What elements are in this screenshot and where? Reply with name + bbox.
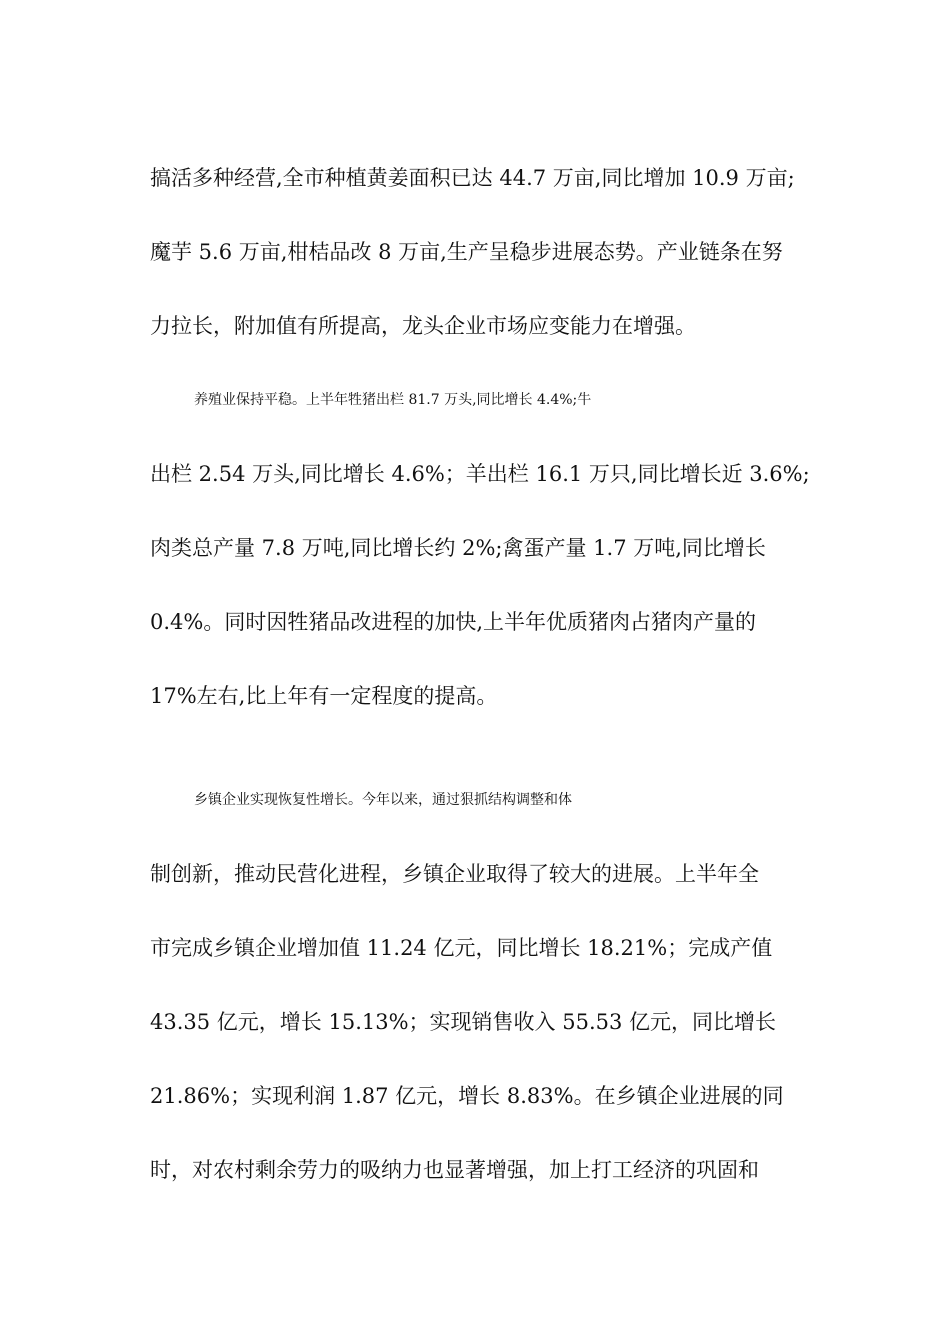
text-line-1: 搞活多种经营,全市种植黄姜面积已达 44.7 万亩,同比增加 10.9 万亩; [150,166,795,190]
text-line-7: 0.4%。同时因牲猪品改进程的加快,上半年优质猪肉占猪肉产量的 [150,610,757,634]
text-line-9: 乡镇企业实现恢复性增长。今年以来，通过狠抓结构调整和体 [194,792,572,808]
text-line-11: 市完成乡镇企业增加值 11.24 亿元，同比增长 18.21%；完成产值 [150,936,773,960]
text-line-6: 肉类总产量 7.8 万吨,同比增长约 2%;禽蛋产量 1.7 万吨,同比增长 [150,536,766,560]
text-line-14: 时，对农村剩余劳力的吸纳力也显著增强，加上打工经济的巩固和 [150,1158,759,1182]
text-line-8: 17%左右,比上年有一定程度的提高。 [150,684,498,708]
text-line-5: 出栏 2.54 万头,同比增长 4.6%；羊出栏 16.1 万只,同比增长近 3.6%; [150,462,810,486]
text-line-12: 43.35 亿元，增长 15.13%；实现销售收入 55.53 亿元，同比增长 [150,1010,777,1034]
text-line-13: 21.86%；实现利润 1.87 亿元，增长 8.83%。在乡镇企业进展的同 [150,1084,784,1108]
text-line-3: 力拉长，附加值有所提高，龙头企业市场应变能力在增强。 [150,314,696,338]
text-line-4: 养殖业保持平稳。上半年牲猪出栏 81.7 万头,同比增长 4.4%;牛 [194,392,592,408]
text-line-2: 魔芋 5.6 万亩,柑桔品改 8 万亩,生产呈稳步进展态势。产业链条在努 [150,240,783,264]
text-line-10: 制创新，推动民营化进程，乡镇企业取得了较大的进展。上半年全 [150,862,759,886]
